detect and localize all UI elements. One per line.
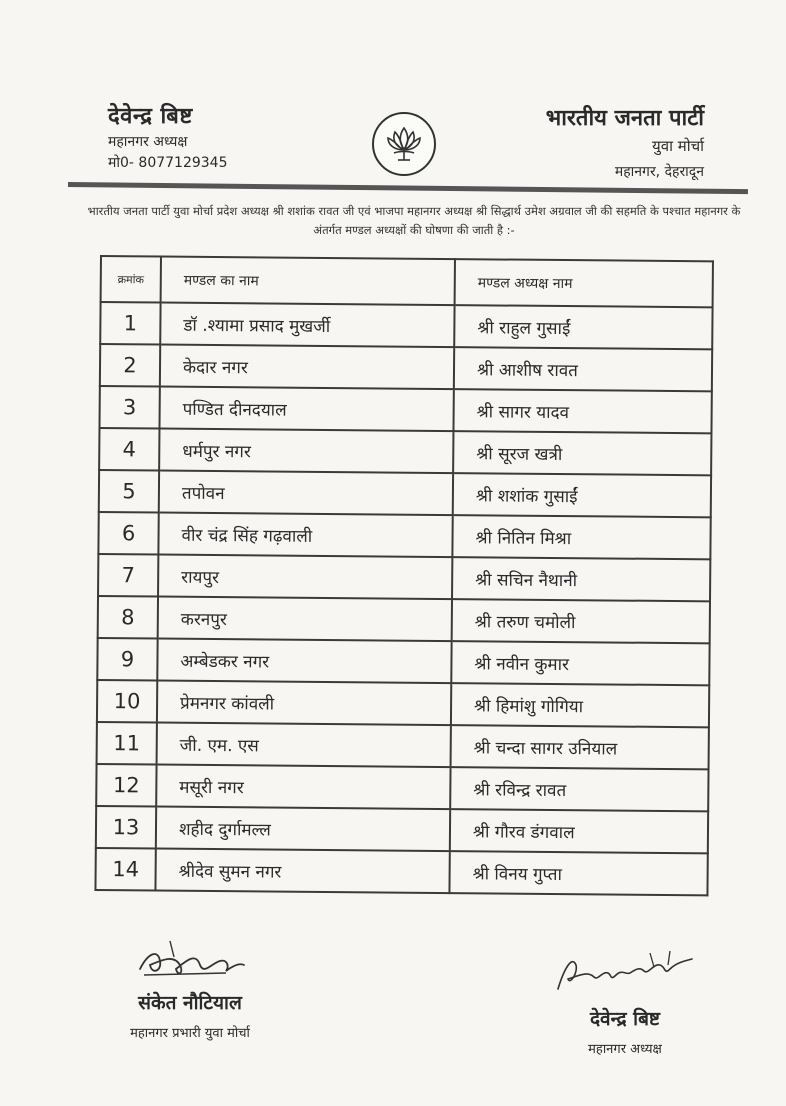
serial-cell: 4 (99, 428, 159, 471)
intro-paragraph: भारतीय जनता पार्टी युवा मोर्चा प्रदेश अध्यक्ष श्री शशांक रावत जी एवं भाजपा महानगर अध्यक्ष श्री सिद्धार्थ उमेश अग्रवाल जी की सहमति के पश्चात महानगर के अंतर्गत मण्डल अध्यक्षों की घोषणा की जाती है :- (87, 204, 741, 237)
president-cell: श्री चन्दा सागर उनियाल (451, 725, 709, 769)
serial-cell: 10 (97, 680, 157, 723)
table-row (96, 806, 708, 853)
lotus-icon (382, 122, 426, 166)
mandal-cell: जी. एम. एस (157, 723, 451, 768)
mandal-table (94, 255, 714, 896)
sender-name: देवेन्द्र बिष्ट (108, 104, 193, 129)
mandal-cell: अम्बेडकर नगर (157, 639, 451, 684)
signature-block-right (535, 945, 715, 1057)
table-row (100, 302, 712, 349)
sender-block (108, 100, 227, 172)
signatory-name-right: देवेन्द्र बिष्ट (589, 1008, 661, 1030)
handwritten-signature-right (550, 945, 700, 1001)
serial-cell: 13 (96, 806, 156, 849)
president-cell: श्री हिमांशु गोगिया (451, 683, 709, 727)
mandal-cell: केदार नगर (160, 345, 454, 390)
serial-cell: 1 (100, 302, 160, 345)
mandal-cell: श्रीदेव सुमन नगर (155, 849, 449, 894)
mandal-cell: मसूरी नगर (156, 765, 450, 810)
serial-cell: 11 (97, 722, 157, 765)
table-row (99, 428, 711, 475)
mandal-cell: वीर चंद्र सिंह गढ़वाली (158, 513, 452, 558)
serial-cell: 5 (99, 470, 159, 513)
table-row (98, 596, 710, 643)
president-cell: श्री नवीन कुमार (451, 641, 709, 685)
table-row (97, 638, 709, 685)
sender-phone: मो0- 8077129345 (108, 155, 228, 171)
president-cell: श्री सूरज खत्री (453, 431, 711, 475)
table-row (97, 722, 709, 769)
organization-block (546, 102, 704, 181)
handwritten-signature-left (130, 935, 250, 985)
organization-wing: युवा मोर्चा (652, 137, 704, 155)
president-cell: श्री विनय गुप्ता (449, 851, 707, 895)
mandal-cell: रायपुर (158, 555, 452, 600)
serial-cell: 2 (100, 344, 160, 387)
serial-cell: 3 (99, 386, 159, 429)
president-cell: श्री सचिन नैथानी (452, 557, 710, 601)
serial-cell: 7 (98, 554, 158, 597)
serial-cell: 14 (95, 848, 155, 891)
table-row (96, 764, 708, 811)
sender-title: महानगर अध्यक्ष (108, 134, 188, 150)
president-cell: श्री नितिन मिश्रा (452, 515, 710, 559)
table-row (98, 554, 710, 601)
table-header-row (101, 256, 713, 307)
party-logo (372, 112, 436, 176)
table-row (95, 848, 707, 895)
table-row (98, 512, 710, 559)
signatory-title-right: महानगर अध्यक्ष (588, 1042, 662, 1057)
organization-location: महानगर, देहरादून (614, 164, 704, 180)
header-serial: क्रमांक (101, 256, 161, 303)
mandal-cell: पण्डित दीनदयाल (159, 387, 453, 432)
mandal-cell: डॉ .श्यामा प्रसाद मुखर्जी (160, 303, 454, 348)
header-divider (68, 182, 748, 194)
serial-cell: 8 (98, 596, 158, 639)
president-cell: श्री राहुल गुसाईं (454, 305, 712, 349)
president-cell: श्री आशीष रावत (454, 347, 712, 391)
table-row (97, 680, 709, 727)
mandal-cell: करनपुर (158, 597, 452, 642)
signatory-title-left: महानगर प्रभारी युवा मोर्चा (130, 1026, 250, 1041)
serial-cell: 12 (96, 764, 156, 807)
mandal-cell: शहीद दुर्गामल्ल (156, 807, 450, 852)
header-mandal-name: मण्डल का नाम (161, 257, 455, 306)
signature-block-left (90, 935, 290, 1041)
signatory-name-left: संकेत नौटियाल (138, 992, 242, 1014)
table-row (99, 386, 711, 433)
president-cell: श्री शशांक गुसाईं (453, 473, 711, 517)
mandal-cell: प्रेमनगर कांवली (157, 681, 451, 726)
mandal-cell: तपोवन (159, 471, 453, 516)
table-row (100, 344, 712, 391)
president-cell: श्री रविन्द्र रावत (450, 767, 708, 811)
president-cell: श्री गौरव डंगवाल (450, 809, 708, 853)
mandal-cell: धर्मपुर नगर (159, 429, 453, 474)
header-president-name: मण्डल अध्यक्ष नाम (455, 259, 713, 307)
president-cell: श्री तरुण चमोली (452, 599, 710, 643)
organization-name: भारतीय जनता पार्टी (545, 106, 704, 131)
serial-cell: 9 (97, 638, 157, 681)
president-cell: श्री सागर यादव (453, 389, 711, 433)
table-row (99, 470, 711, 517)
serial-cell: 6 (98, 512, 158, 555)
